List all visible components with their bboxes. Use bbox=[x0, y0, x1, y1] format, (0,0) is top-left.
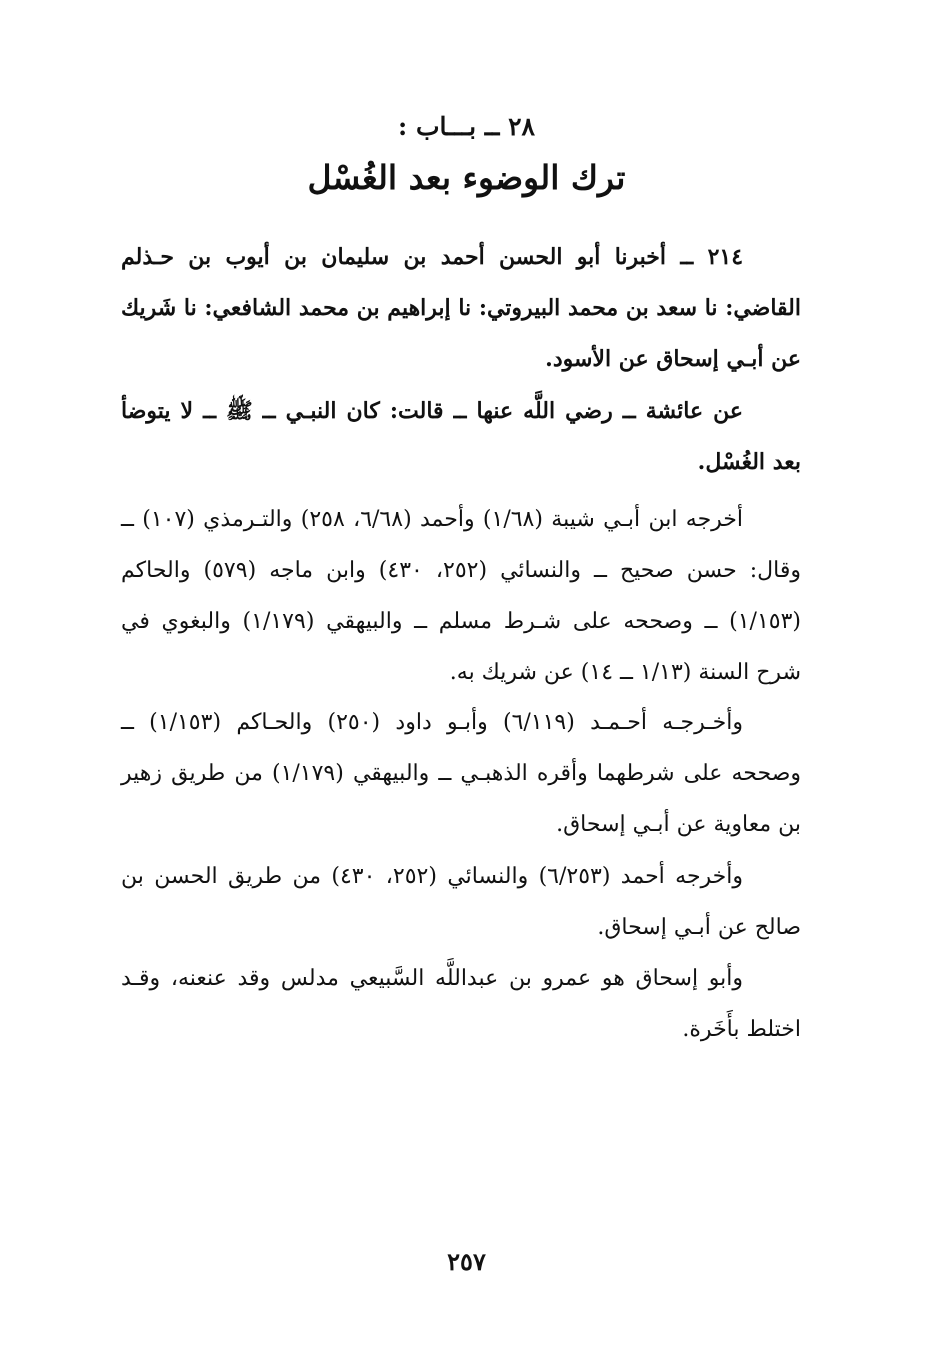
page-number: ٢٥٧ bbox=[447, 1247, 486, 1276]
commentary-paragraph-4: وأبو إسحاق هو عمرو بن عبداللَّه السَّبيعي مدلس وقد عنعنه، وقـد اختلط بأَخَرة. bbox=[121, 966, 801, 1042]
hadith-isnad: ٢١٤ ــ أخبرنا أبو الحسن أحمد بن سليمان بن أيوب بن حـذلم القاضي: نا سعد بن محمد البيروتي: نا إبراهيم بن محمد الشافعي: نا شَريك عن أبـي إسحاق عن الأسود. bbox=[121, 244, 801, 372]
chapter-label: ٢٨ ــ بـــاب : bbox=[398, 112, 535, 141]
commentary-paragraph-2: وأخـرجـه أحـمـد (٦/١١٩) وأبـو داود (٢٥٠) والحـاكم (١/١٥٣) ــ وصححه على شرطهما وأقره الذهبـي ــ والبيهقي (١/١٧٩) من طريق زهير بن معاوية عن أبـي إسحاق. bbox=[121, 710, 801, 837]
commentary-paragraph-3: وأخرجه أحمد (٦/٢٥٣) والنسائي (٢٥٢، ٤٣٠) من طريق الحسن بن صالح عن أبـي إسحاق. bbox=[121, 864, 801, 940]
commentary-paragraph-1: أخرجه ابن أبـي شيبة (١/٦٨) وأحمد (٦/٦٨، ٢٥٨) والتـرمذي (١٠٧) ــ وقال: حسن صحيح ــ والنسائي (٢٥٢، ٤٣٠) وابن ماجه (٥٧٩) والحاكم (١/١٥٣) ــ وصححه على شـرط مسلم ــ والبيهقي (١/١٧٩) والبغوي في شرح السنة (١/١٣ ــ ١٤) عن شريك به. bbox=[121, 507, 801, 685]
chapter-title: ترك الوضوء بعد الغُسْل bbox=[307, 158, 626, 197]
hadith-matn: عن عائشة ــ رضي اللَّه عنها ــ قالت: كان النبـي ــ ﷺ ــ لا يتوضأ بعد الغُسْل. bbox=[121, 398, 801, 475]
